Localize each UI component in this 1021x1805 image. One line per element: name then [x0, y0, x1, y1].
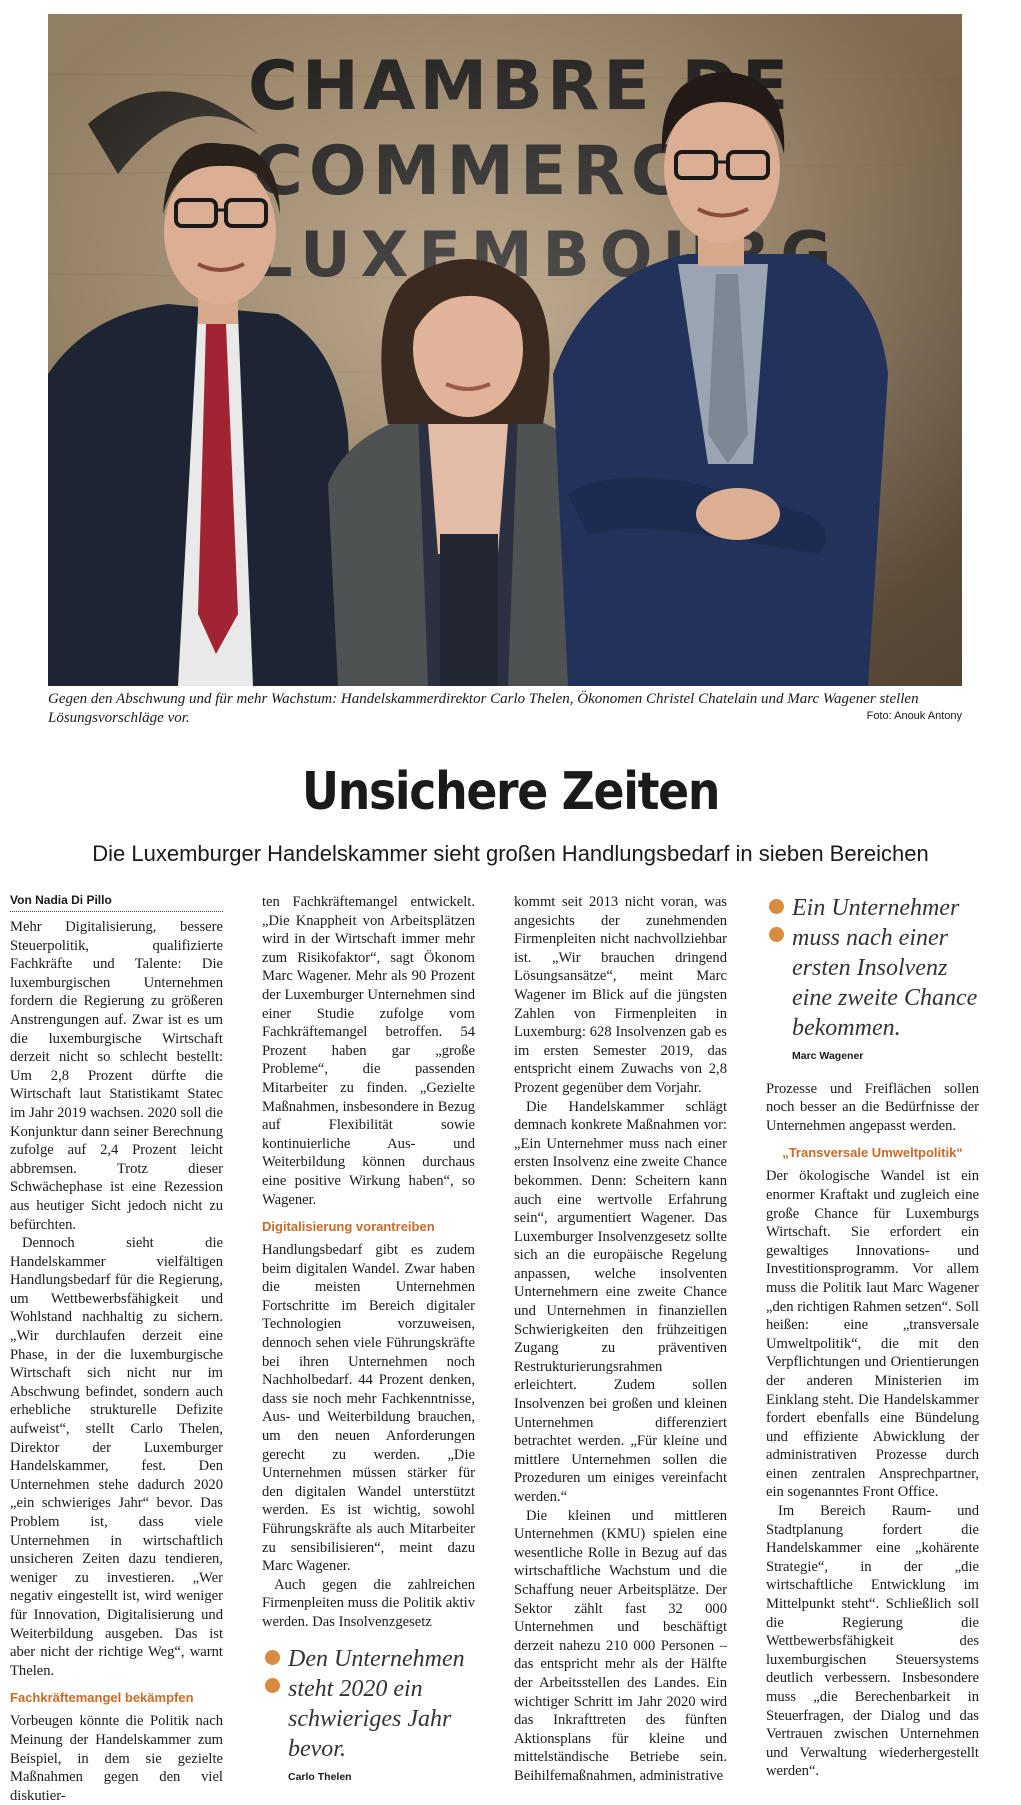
- pull-quote: [766, 893, 979, 1066]
- paragraph: Die Handelskammer schlägt demnach konkrete Maßnahmen vor: „Ein Unternehmer muss nach einer ersten Insolvenz eine zweite Chance bekommen. Denn: Scheitern kann auch eine wertvolle Erfahrung sein“, argumentiert Wagener. Das Luxemburger Insolvenzgesetz sollte sich an die europäische Regelung anpassen, welche insolventen Unternehmern eine zweite Chance und Unternehmen in finanziellen Schwierigkeiten den frühzeitigen Zugang zu präventiven Restrukturierungsrahmen erleichtert. Zudem sollen Insolvenzen bei großen und kleinen Unternehmen differenziert betrachtet werden. „Für kleine und mittlere Unternehmen sollen die Prozeduren um einiges vereinfacht werden.“: [514, 1098, 727, 1505]
- article-column-3: [514, 893, 727, 1786]
- paragraph: ten Fachkräftemangel entwickelt. „Die Knappheit von Arbeitsplätzen wird in der Wirtschaft immer mehr zum Risikofaktor“, sagt Ökonom Marc Wagener. Mehr als 90 Prozent der Luxemburger Unternehmen sind einer Studie zufolge vom Fachkräftemangel betroffen. 54 Prozent haben gar „große Probleme“, die passenden Mitarbeiter zu finden. „Gezielte Maßnahmen, insbesondere in Bezug auf Flexibilität sowie kontinuierliche Aus- und Weiterbildung können durchaus eine positive Wirkung haben“, so Wagener.: [262, 894, 475, 1208]
- paragraph: Der ökologische Wandel ist ein enormer Kraftakt und zugleich eine große Chance für Luxemburgs Wirtschaft. Sie erfordert ein gewaltiges Innovations- und Investitionsprogramm. Vor allem muss die Politik laut Marc Wagener „den richtigen Rahmen setzen“. Soll heißen: eine „transversale Umweltpolitik“, die mit den Verpflichtungen und Orientierungen der anderen Ministerien im Einklang steht. Die Handelskammer fordert ebenfalls eine Bündelung und effiziente Abwicklung der administrativen Prozesse durch einen zentralen Ansprechpartner, ein sogenanntes Front Office.: [766, 1168, 979, 1501]
- paragraph: Die kleinen und mittleren Unternehmen (KMU) spielen eine wesentliche Rolle in Bezug auf das wirtschaftliche Wachstum und die Schaffung neuer Arbeitsplätze. Der Sektor zählt fast 32 000 Unternehmen und beschäftigt derzeit nahezu 210 000 Personen – das entspricht mehr als der Hälfte der Arbeitsstellen des Landes. Ein wichtiger Schritt im Jahr 2020 wird das Inkrafttreten des fünften Aktionsplans für kleine und mittelständische Betriebe sein. Beihilfemaßnahmen, administrative: [514, 1507, 727, 1784]
- article-column-4: [766, 893, 979, 1781]
- paragraph: Auch gegen die zahlreichen Firmenpleiten muss die Politik aktiv werden. Das Insolvenzgesetz: [262, 1576, 475, 1630]
- pull-quote-text: Den Unternehmen steht 2020 ein schwieriges Jahr bevor.: [288, 1645, 465, 1762]
- headline: Unsichere Zeiten: [301, 762, 720, 822]
- quote-dot-icon: [769, 927, 784, 942]
- paragraph: Mehr Digitalisierung, bessere Steuerpolitik, qualifizierte Fachkräfte und Talente: Die luxemburgischen Unternehmen fordern die Regierung zu größeren Anstrengungen auf. Zwar ist es um die luxemburgische Wirtschaft derzeit nicht so schlecht bestellt: Um 2,8 Prozent dürfte die Wirtschaft laut Statistikamt Statec im Jahr 2019 wachsen. 2020 soll die Konjunktur dann seiner Berechnung zufolge auf 2,4 Prozent leicht abbremsen. Trotz dieser Schwächephase ist eine Rezession aus heutiger Sicht jedoch nicht zu befürchten.: [10, 919, 223, 1233]
- paragraph: Dennoch sieht die Handelskammer vielfältigen Handlungsbedarf für die Regierung, um Wettbewerbsfähigkeit und Wohlstand nachhaltig zu sichern. „Wir durchlaufen derzeit eine Phase, in der die luxemburgische Wirtschaft sich nicht nur im Abschwung befindet, sondern auch erhebliche strukturelle Defizite aufweist“, stellt Carlo Thelen, Direktor der Luxemburger Handelskammer, fest. Den Unternehmen stehe dadurch 2020 „ein schwieriges Jahr“ bevor. Das Problem ist, dass viele Unternehmen in wirtschaftlich unsicheren Zeiten dazu tendieren, weniger zu investieren. „Wer negativ eingestellt ist, wird weniger für Innovation, Digitalisierung und Weiterbildung ausgeben. Das ist aber nicht der richtige Weg“, warnt Thelen.: [10, 1235, 223, 1679]
- pull-quote-text: Ein Unternehmer muss nach einer ersten Insolvenz eine zweite Chance bekommen.: [792, 895, 978, 1041]
- subheadline: Die Luxemburger Handelskammer sieht großen Handlungsbedarf in sieben Bereichen: [92, 841, 929, 866]
- pull-quote-author: Marc Wagener: [792, 1050, 864, 1062]
- photo-caption: Gegen den Abschwung und für mehr Wachstum: Handelskammerdirektor Carlo Thelen, Ökonomen Christel Chatelain und Marc Wagener stellen Lösungsvorschläge vor.: [48, 691, 919, 726]
- article-column-2: [262, 893, 475, 1786]
- section-heading: Digitalisierung vorantreiben: [262, 1219, 435, 1235]
- paragraph: kommt seit 2013 nicht voran, was angesichts der zunehmenden Firmenpleiten nicht nachvollziehbar ist. „Wir brauchen dringend Lösungsansätze“, meint Marc Wagener im Blick auf die jüngsten Zahlen von Firmenpleiten in Luxemburg: 628 Insolvenzen gab es im ersten Semester 2019, das entspricht einem Zuwachs von 2,8 Prozent gegenüber dem Vorjahr.: [514, 894, 727, 1096]
- paragraph: Im Bereich Raum- und Stadtplanung fordert die Handelskammer eine „kohärente Strategie“, in der „die wirtschaftliche Entwicklung im Mittelpunkt steht“. Schließlich soll die Regierung die Wettbewerbsfähigkeit des luxemburgischen Steuersystems deutlich verbessern. Insbesondere muss „die Berechenbarkeit in Steuerfragen, der Dialog und das Vertrauen zwischen Unternehmen und Verwaltung wiederhergestellt werden“.: [766, 1503, 979, 1780]
- article-column-1: [10, 893, 223, 1805]
- quote-bullets: [265, 1650, 280, 1706]
- paragraph: Prozesse und Freiflächen sollen noch besser an die Bedürfnisse der Unternehmen angepasst werden.: [766, 1080, 979, 1134]
- quote-bullets: [769, 899, 784, 955]
- byline: Von Nadia Di Pillo: [10, 893, 223, 912]
- photo-credit: Foto: Anouk Antony: [866, 710, 962, 722]
- press-photo: [48, 14, 962, 686]
- paragraph: Handlungsbedarf gibt es zudem beim digitalen Wandel. Zwar haben die meisten Unternehmen Fortschritte im Bereich digitaler Technologien vorzuweisen, dennoch sehen viele Führungskräfte bei ihren Unternehmen noch Nachholbedarf. 44 Prozent denken, dass sie noch mehr Fachkenntnisse, Aus- und Weiterbildung brauchen, um den neuen Anforderungen gerecht zu werden. „Die Unternehmen müssen stärker für den digitalen Wandel unterstützt werden. Es ist wichtig, sowohl Führungskräfte als auch Mitarbeiter zu sensibilisieren“, meint dazu Marc Wagener.: [262, 1242, 475, 1575]
- section-heading: Fachkräftemangel bekämpfen: [10, 1690, 194, 1706]
- quote-dot-icon: [769, 899, 784, 914]
- paragraph: Vorbeugen könnte die Politik nach Meinung der Handelskammer zum Beispiel, in dem sie gezielte Maßnahmen gegen den viel diskutier-: [10, 1713, 223, 1804]
- pull-quote-author: Carlo Thelen: [288, 1770, 352, 1783]
- pull-quote: [262, 1644, 475, 1787]
- press-photo-illustration: [48, 14, 962, 686]
- quote-dot-icon: [265, 1650, 280, 1665]
- quote-dot-icon: [265, 1678, 280, 1693]
- section-heading: „Transversale Umweltpolitik“: [782, 1145, 963, 1161]
